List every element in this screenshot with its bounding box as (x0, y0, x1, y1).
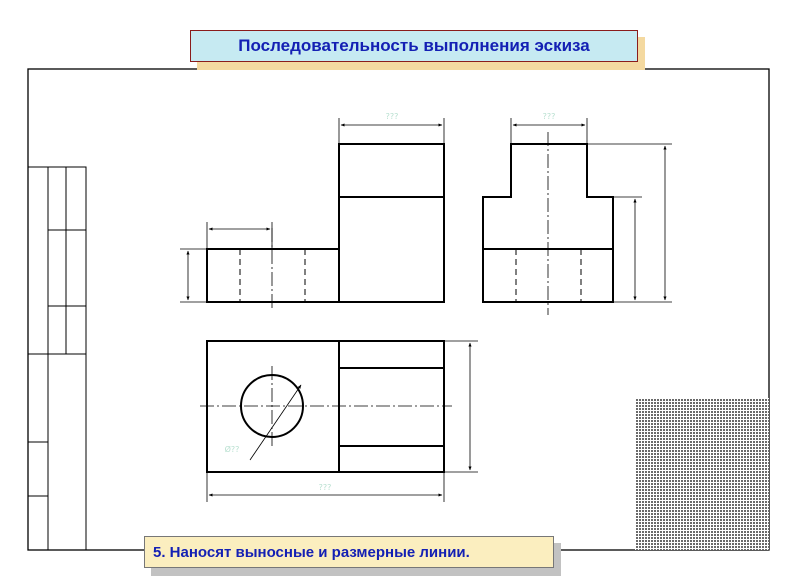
side-view (483, 132, 613, 315)
slide-title-box (190, 30, 638, 62)
dim-label-side-top: ??? (542, 112, 556, 121)
slide-title: Последовательность выполнения эскиза (238, 36, 590, 55)
dim-label-top-width: ??? (318, 483, 332, 492)
side-view-dimensions (511, 118, 672, 302)
top-view-dimensions (207, 341, 478, 502)
hatched-area (635, 398, 769, 550)
dim-label-diameter: Ø?? (224, 445, 240, 454)
step-caption-box (144, 536, 554, 568)
dim-label-front-top: ??? (385, 112, 399, 121)
title-block (28, 167, 86, 550)
front-view-dimensions (180, 118, 444, 302)
front-view (207, 144, 444, 310)
step-caption: 5. Наносят выносные и размерные линии. (153, 543, 470, 561)
